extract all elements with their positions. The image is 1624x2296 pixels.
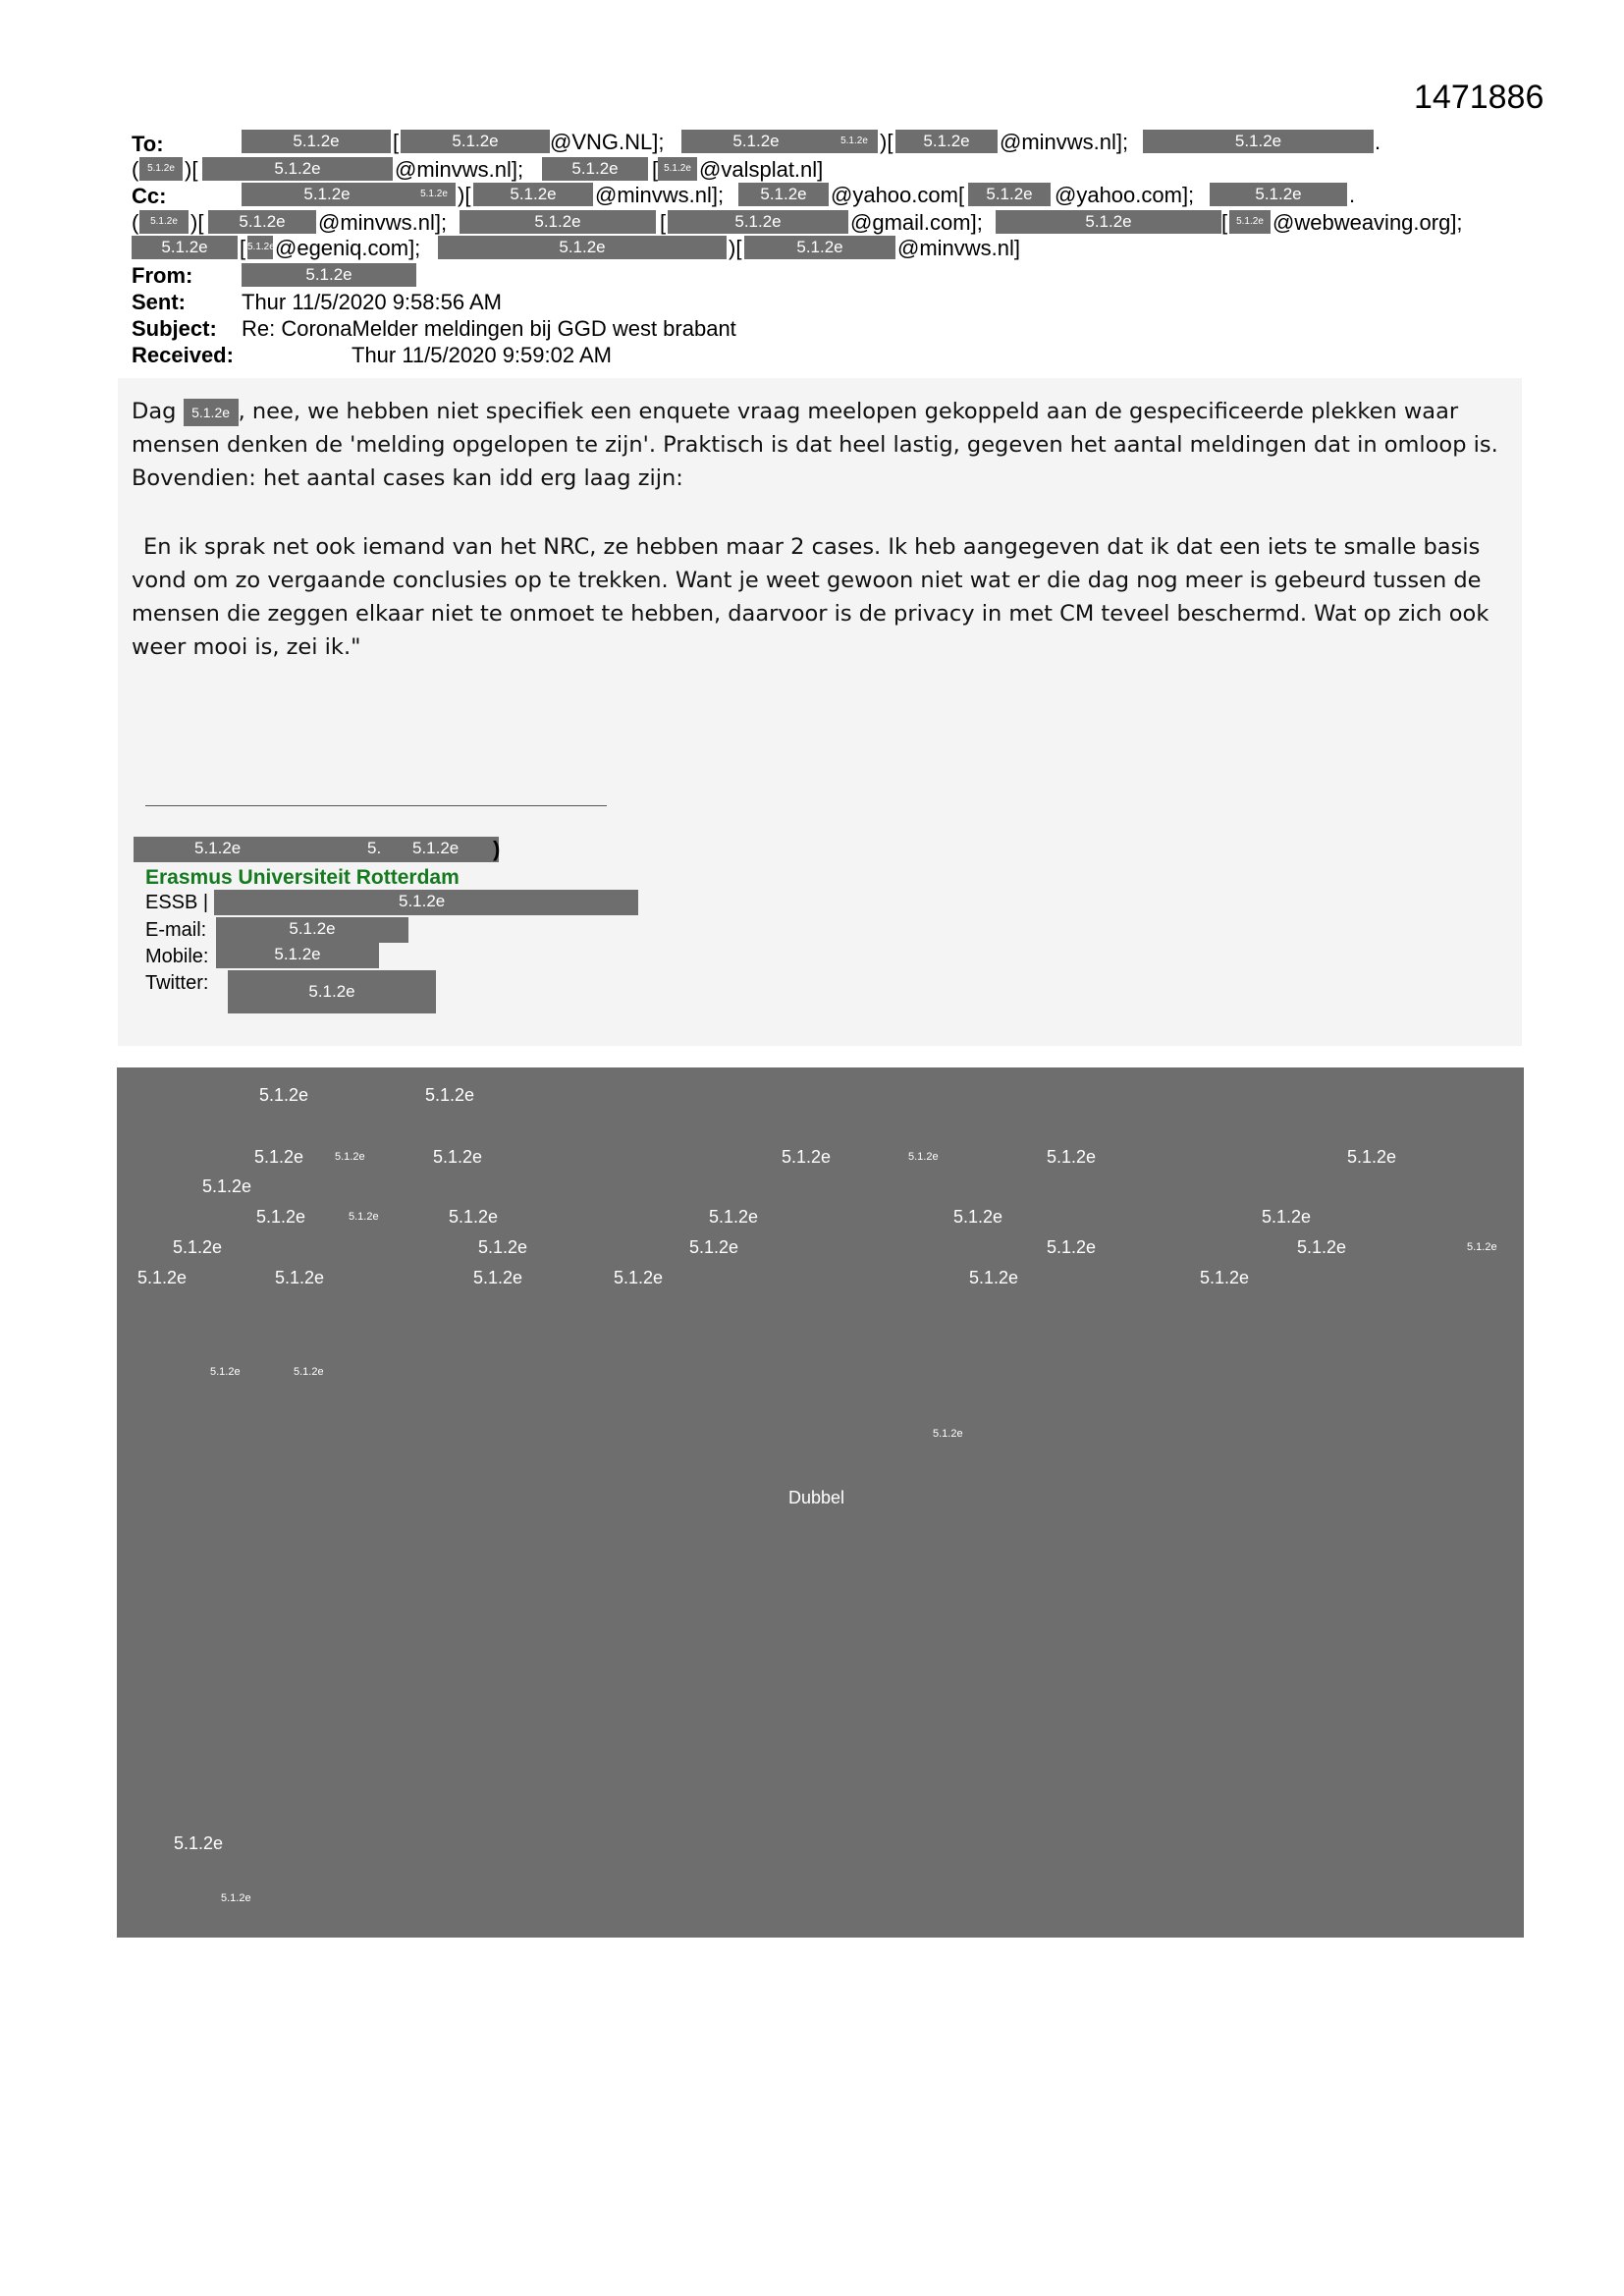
redaction: 5.1.2e bbox=[968, 183, 1051, 206]
redaction-label: 5.1.2e bbox=[709, 1207, 759, 1227]
essb-redaction: 5.1.2e bbox=[214, 890, 638, 915]
redaction: 5.1.2e bbox=[1229, 210, 1271, 234]
redaction-label: 5.1.2e bbox=[1047, 1237, 1097, 1257]
bracket: )[ bbox=[458, 183, 471, 207]
redaction: 5.1.2e bbox=[242, 130, 391, 153]
body-paragraph-1: Dag 5.1.2e , nee, we hebben niet specifiek een enquete vraag meelopen gekoppeld aan de gespecificeerde plekken waar mensen denken de 'melding opgelopen te zijn'. Praktisch is dat heel lastig, gegeven het aantal meldingen dat in omloop is. Bovendien: het aantal cases kan idd erg laag zijn: bbox=[132, 399, 1498, 491]
document-number: 1471886 bbox=[1414, 79, 1544, 116]
received-value: Thur 11/5/2020 9:59:02 AM bbox=[352, 343, 612, 367]
bracket: ( bbox=[132, 157, 139, 182]
redaction: 5.1.2e bbox=[242, 183, 412, 206]
redaction: 5.1.2e bbox=[139, 157, 183, 181]
bracket: [ bbox=[1221, 210, 1228, 235]
redaction-label: 5.1.2e bbox=[202, 1176, 252, 1196]
redaction: 5.1.2e bbox=[202, 157, 393, 181]
mobile-label: Mobile: bbox=[145, 946, 209, 967]
dot: . bbox=[1375, 130, 1381, 154]
mobile-redaction: 5.1.2e bbox=[216, 943, 379, 968]
redaction: 5.1.2e bbox=[247, 236, 273, 259]
redaction: 5.1.2e bbox=[668, 210, 848, 234]
subject-value: Re: CoronaMelder meldingen bij GGD west brabant bbox=[242, 316, 736, 341]
email-label: E-mail: bbox=[145, 919, 207, 941]
redaction-label: 5.1.2e bbox=[1200, 1268, 1250, 1287]
redaction: 5.1.2e bbox=[132, 236, 238, 259]
bracket: ( bbox=[132, 210, 139, 235]
email-domain: @yahoo.com]; bbox=[1055, 183, 1195, 207]
sent-value: Thur 11/5/2020 9:58:56 AM bbox=[242, 290, 502, 314]
redaction-label: 5.1.2e bbox=[473, 1268, 523, 1287]
redaction: 5.1.2e bbox=[438, 236, 727, 259]
redaction-label: 5.1.2e bbox=[933, 1428, 963, 1440]
redaction-label: 5.1.2e bbox=[256, 1207, 306, 1227]
body-paragraph-2: En ik sprak net ook iemand van het NRC, ze hebben maar 2 cases. Ik heb aangegeven dat ik dat een iets te smalle basis vond om zo vergaande conclusies op te trekken. Want je weet gewoon niet wat er die dag nog meer is gebeurd tussen de mensen die zeggen elkaar niet te onmoet te hebben, daarvoor is de privacy in met CM teveel beschermd. Wat op zich ook weer mooi is, zei ik." bbox=[132, 534, 1489, 660]
redaction-label: 5.1.2e bbox=[294, 1366, 324, 1378]
redaction: 5.1.2e bbox=[744, 236, 895, 259]
email-domain: @minvws.nl]; bbox=[595, 183, 725, 207]
signature-separator bbox=[145, 805, 607, 806]
redaction: 5.1.2e bbox=[1143, 130, 1374, 153]
redaction: 5.1.2e bbox=[895, 130, 998, 153]
essb-label: ESSB | bbox=[145, 892, 209, 913]
redaction: 5.1.2e bbox=[1210, 183, 1347, 206]
redaction-label: 5.1.2e bbox=[953, 1207, 1003, 1227]
email-domain: @minvws.nl] bbox=[897, 236, 1021, 260]
redaction: 5.1.2e bbox=[208, 210, 316, 234]
redaction-label: 5.1.2e bbox=[1047, 1147, 1097, 1167]
redaction-label: 5.1.2e bbox=[782, 1147, 832, 1167]
sent-label: Sent: bbox=[132, 290, 186, 314]
redaction: 5.1.2e bbox=[412, 183, 456, 206]
redaction-label: 5.1.2e bbox=[210, 1366, 241, 1378]
to-label: To: bbox=[132, 132, 164, 156]
bracket: )[ bbox=[190, 210, 204, 235]
redaction-label: 5.1.2e bbox=[908, 1151, 939, 1163]
twitter-redaction: 5.1.2e bbox=[228, 970, 436, 1013]
email-domain: @egeniq.com]; bbox=[275, 236, 421, 260]
redaction: 5.1.2e bbox=[658, 157, 697, 181]
email-redaction: 5.1.2e bbox=[216, 917, 408, 943]
dot: . bbox=[1349, 183, 1356, 207]
redaction-label: 5.1.2e bbox=[1297, 1237, 1347, 1257]
email-domain: @webweaving.org]; bbox=[1272, 210, 1463, 235]
bracket: [ bbox=[393, 130, 400, 154]
redaction-label: 5.1.2e bbox=[433, 1147, 483, 1167]
redaction: 5.1.2e bbox=[542, 157, 648, 181]
redaction-label: 5.1.2e bbox=[254, 1147, 304, 1167]
from-label: From: bbox=[132, 263, 193, 288]
redaction: 5.1.2e bbox=[681, 130, 831, 153]
redaction-label: 5.1.2e bbox=[275, 1268, 325, 1287]
redaction-label: 5.1.2e bbox=[1347, 1147, 1397, 1167]
bracket: [ bbox=[240, 236, 246, 260]
email-domain: @yahoo.com[ bbox=[831, 183, 965, 207]
redaction: 5.1.2e bbox=[738, 183, 829, 206]
bracket: [ bbox=[652, 157, 659, 182]
bracket: )[ bbox=[880, 130, 893, 154]
redaction-label: 5.1.2e bbox=[259, 1085, 309, 1105]
redaction: 5.1.2e bbox=[831, 130, 878, 153]
email-domain: @VNG.NL]; bbox=[550, 130, 665, 154]
email-domain: @gmail.com]; bbox=[850, 210, 983, 235]
signature-close-paren: ) bbox=[493, 837, 501, 861]
bracket: )[ bbox=[729, 236, 742, 260]
university-name: Erasmus Universiteit Rotterdam bbox=[145, 866, 460, 889]
redaction: 5.1.2e bbox=[460, 210, 656, 234]
redaction-label: 5.1.2e bbox=[425, 1085, 475, 1105]
received-label: Received: bbox=[132, 343, 234, 367]
redaction-label: 5.1.2e bbox=[614, 1268, 664, 1287]
email-domain: @valsplat.nl] bbox=[699, 157, 824, 182]
redaction: 5.1.2e bbox=[996, 210, 1221, 234]
redaction-label: 5.1.2e bbox=[1262, 1207, 1312, 1227]
redaction-label: 5.1.2e bbox=[1467, 1241, 1497, 1253]
dubbel-label: Dubbel bbox=[788, 1488, 845, 1507]
redaction-label: 5.1.2e bbox=[173, 1237, 223, 1257]
redaction-label: 5.1.2e bbox=[689, 1237, 739, 1257]
redaction-label: 5.1.2e bbox=[221, 1892, 251, 1904]
email-domain: @minvws.nl]; bbox=[1000, 130, 1129, 154]
bracket: )[ bbox=[185, 157, 198, 182]
redaction-label: 5.1.2e bbox=[449, 1207, 499, 1227]
twitter-label: Twitter: bbox=[145, 972, 209, 994]
redaction: 5.1.2e bbox=[139, 210, 189, 234]
redaction-label: 5.1.2e bbox=[335, 1151, 365, 1163]
redaction: 5.1.2e bbox=[473, 183, 593, 206]
bracket: [ bbox=[660, 210, 667, 235]
cc-label: Cc: bbox=[132, 184, 167, 208]
large-redaction-block bbox=[117, 1067, 1524, 1938]
email-domain: @minvws.nl]; bbox=[318, 210, 448, 235]
redaction: 5.1.2e bbox=[184, 399, 239, 426]
redaction-label: 5.1.2e bbox=[969, 1268, 1019, 1287]
from-redaction: 5.1.2e bbox=[242, 263, 416, 287]
subject-label: Subject: bbox=[132, 316, 217, 341]
redaction-label: 5.1.2e bbox=[349, 1211, 379, 1223]
redaction-label: 5.1.2e bbox=[137, 1268, 188, 1287]
email-domain: @minvws.nl]; bbox=[395, 157, 524, 182]
redaction-label: 5.1.2e bbox=[478, 1237, 528, 1257]
redaction-label: 5.1.2e bbox=[174, 1833, 224, 1853]
signature-name-redaction: 5.1.2e 5. 5.1.2e bbox=[134, 837, 499, 862]
redaction: 5.1.2e bbox=[401, 130, 550, 153]
